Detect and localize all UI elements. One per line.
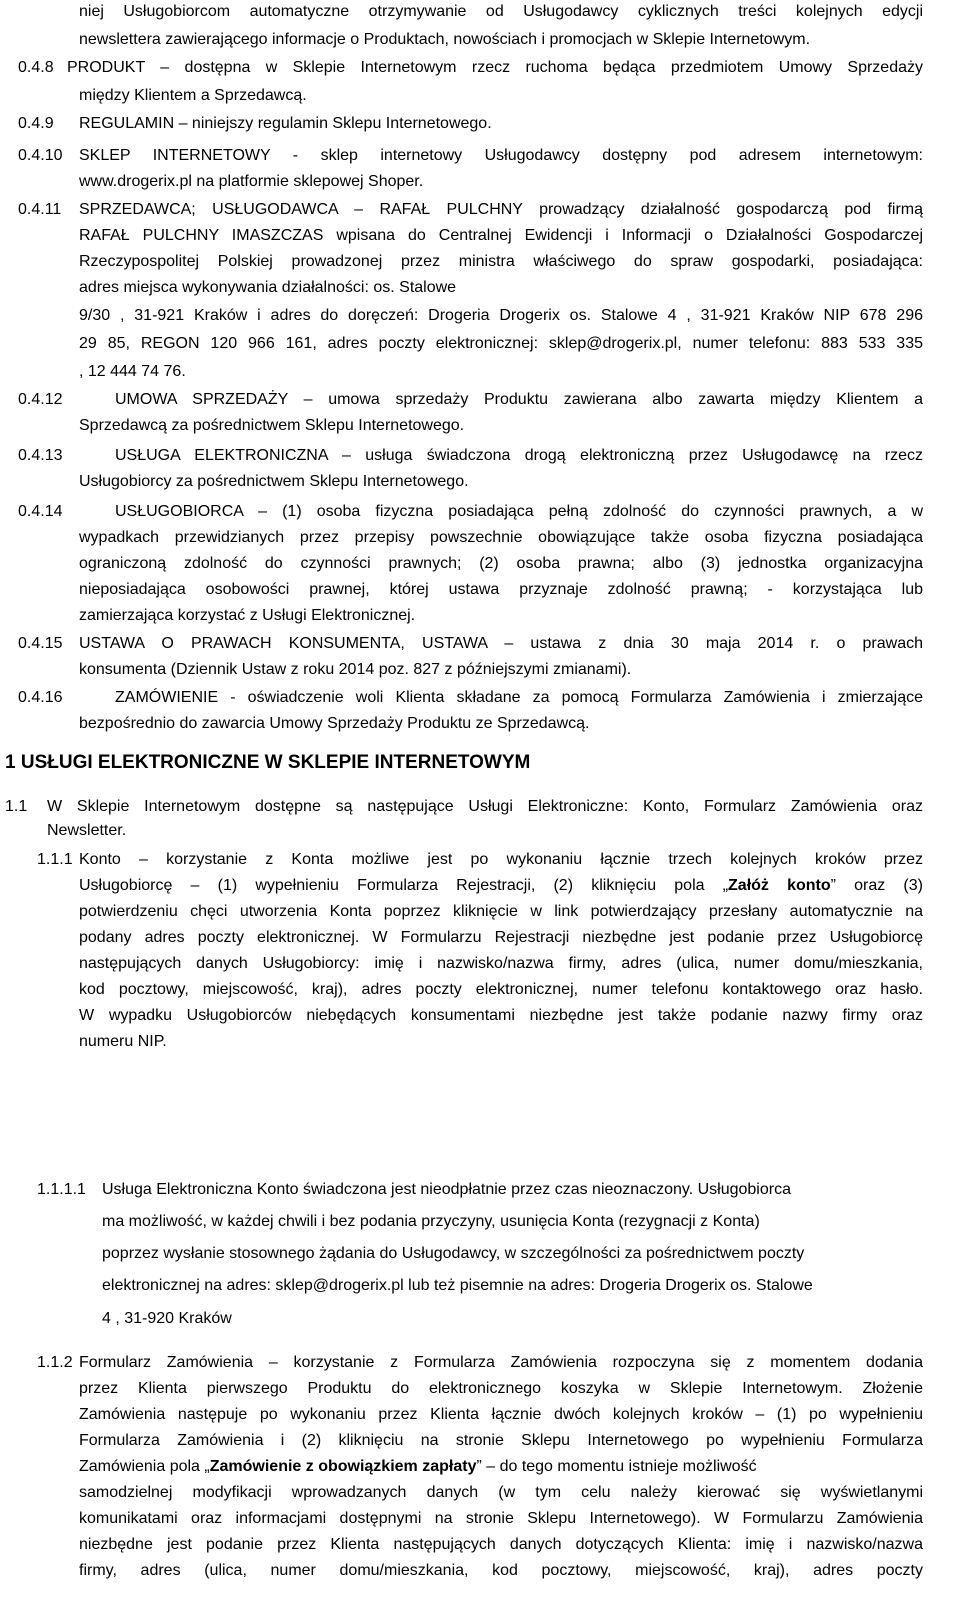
paragraph-1-1-1-1-line-1: Usługa Elektroniczna Konto świadczona jest nieodpłatnie przez czas nieoznaczony. Usługobiorca — [102, 1181, 791, 1198]
definition-sprzedawca-line-7: , 12 444 74 76. — [79, 363, 186, 380]
paragraph-1-1-2-line-7: komunikatami oraz informacjami dostępnymi na stronie Sklepu Internetowego). W Formularzu Zamówienia — [79, 1510, 923, 1527]
account-button-label: Załóż konto — [728, 877, 831, 894]
definition-sprzedawca-line-1: SPRZEDAWCA; USŁUGODAWCA – RAFAŁ PULCHNY prowadzący działalność gospodarczą pod firmą — [79, 201, 923, 218]
definition-uslugobiorca-line-2: wypadkach przewidzianych przez przepisy powszechnie obowiązujące także osoba fizyczna posiadająca — [79, 529, 923, 546]
paragraph-1-1-line-1: W Sklepie Internetowym dostępne są następujące Usługi Elektroniczne: Konto, Formularz Zamówienia oraz — [47, 798, 923, 815]
paragraph-1-1-1-line-1: Konto – korzystanie z Konta możliwe jest po wykonaniu łącznie trzech kolejnych kroków przez — [79, 851, 923, 868]
definition-sprzedawca-line-4: adres miejsca wykonywania działalności: os. Stalowe — [79, 279, 457, 296]
intro-line-2: newslettera zawierającego informacje o Produktach, nowościach i promocjach w Sklepie Internetowym. — [79, 31, 811, 48]
definition-ustawa-line-2: konsumenta (Dziennik Ustaw z roku 2014 poz. 827 z późniejszymi zmianami). — [79, 661, 632, 678]
definition-zamowienie-line-1: ZAMÓWIENIE - oświadczenie woli Klienta składane za pomocą Formularza Zamówienia i zmierzające — [115, 689, 923, 706]
order-button-label: Zamówienie z obowiązkiem zapłaty — [209, 1458, 477, 1475]
definition-ustawa-line-1: USTAWA O PRAWACH KONSUMENTA, USTAWA – ustawa z dnia 30 maja 2014 r. o prawach — [79, 635, 923, 652]
paragraph-number: 1.1.2 — [37, 1354, 73, 1371]
paragraph-1-1-1-line-7: W wypadku Usługobiorców niebędących konsumentami niezbędne jest także podanie nazwy firmy oraz — [79, 1007, 923, 1024]
paragraph-1-1-2-line-4: Formularza Zamówienia i (2) kliknięciu na stronie Sklepu Internetowego po wypełnieniu Formularza — [79, 1432, 923, 1449]
paragraph-1-1-2-line-6: samodzielnej modyfikacji wprowadzanych danych (w tym celu należy kierować się wyświetlanymi — [79, 1484, 923, 1501]
definition-umowa-line-1: UMOWA SPRZEDAŻY – umowa sprzedaży Produktu zawierana albo zawarta między Klientem a — [115, 391, 923, 408]
definition-umowa-line-2: Sprzedawcą za pośrednictwem Sklepu Internetowego. — [79, 417, 465, 434]
definition-number: 0.4.12 — [18, 391, 63, 408]
definition-sprzedawca-line-6: 29 85, REGON 120 966 161, adres poczty elektronicznej: sklep@drogerix.pl, numer telefonu: 883 533 335 — [79, 335, 923, 352]
definition-sprzedawca-line-2: RAFAŁ PULCHNY IMASZCZAS wpisana do Centralnej Ewidencji i Informacji o Działalności Gospodarczej — [79, 227, 923, 244]
paragraph-1-1-1-line-8: numeru NIP. — [79, 1033, 167, 1050]
paragraph-1-1-2-line-3: Zamówienia następuje po wykonaniu przez Klienta łącznie dwóch kolejnych kroków – (1) po wypełnieniu — [79, 1406, 923, 1423]
definition-number: 0.4.15 — [18, 635, 63, 652]
section-heading: 1 USŁUGI ELEKTRONICZNE W SKLEPIE INTERNETOWYM — [5, 752, 531, 773]
definition-number: 0.4.14 — [18, 503, 63, 520]
definition-sprzedawca-line-5: 9/30 , 31-921 Kraków i adres do doręczeń: Drogeria Drogerix os. Stalowe 4 , 31-921 Kraków NIP 678 296 — [79, 307, 923, 324]
definition-uslugobiorca-line-1: USŁUGOBIORCA – (1) osoba fizyczna posiadająca pełną zdolność do czynności prawnych, a w — [115, 503, 923, 520]
definition-regulamin: REGULAMIN – niniejszy regulamin Sklepu Internetowego. — [79, 115, 492, 132]
definition-uslugobiorca-line-3: ograniczoną zdolność do czynności prawnych; (2) osoba prawna; albo (3) jednostka organizacyjna — [79, 555, 923, 572]
paragraph-1-1-2-line-8: niezbędne jest podanie przez Klienta następujących danych dotyczących Klienta: imię i nazwisko/nazwa — [79, 1536, 923, 1553]
paragraph-1-1-1-line-4: podany adres poczty elektronicznej. W Formularzu Rejestracji niezbędne jest podanie przez Usługobiorcę — [79, 929, 923, 946]
paragraph-1-1-1-line-3: potwierdzeniu chęci utworzenia Konta poprzez kliknięcie w link potwierdzający przesłany automatycznie na — [79, 903, 923, 920]
definition-usluga-line-2: Usługobiorcy za pośrednictwem Sklepu Internetowego. — [79, 473, 469, 490]
definition-number: 0.4.8 — [18, 59, 54, 76]
definition-number: 0.4.10 — [18, 147, 63, 164]
paragraph-1-1-1-line-2: Usługobiorcę – (1) wypełnieniu Formularza Rejestracji, (2) kliknięciu pola „Załóż konto” oraz (3) — [79, 877, 923, 894]
paragraph-1-1-2-line-9: firmy, adres (ulica, numer domu/mieszkania, kod pocztowy, miejscowość, kraj), adres poczty — [79, 1562, 923, 1579]
paragraph-1-1-1-1-line-4: elektronicznej na adres: sklep@drogerix.pl lub też pisemnie na adres: Drogeria Drogerix os. Stalowe — [102, 1277, 813, 1294]
definition-usluga-line-1: USŁUGA ELEKTRONICZNA – usługa świadczona drogą elektroniczną przez Usługodawcę na rzecz — [115, 447, 923, 464]
definition-number: 0.4.11 — [18, 201, 62, 218]
definition-number: 0.4.16 — [18, 689, 63, 706]
definition-zamowienie-line-2: bezpośrednio do zawarcia Umowy Sprzedaży Produktu ze Sprzedawcą. — [79, 715, 590, 732]
intro-line-1: niej Usługobiorcom automatyczne otrzymywanie od Usługodawcy cyklicznych treści kolejnych edycji — [79, 3, 923, 20]
definition-uslugobiorca-line-5: zamierzająca korzystać z Usługi Elektronicznej. — [79, 607, 416, 624]
definition-produkt-line-1: PRODUKT – dostępna w Sklepie Internetowym rzecz ruchoma będąca przedmiotem Umowy Sprzedaży — [67, 59, 923, 76]
definition-sprzedawca-line-3: Rzeczypospolitej Polskiej prowadzonej przez ministra właściwego do spraw gospodarki, posiadająca: — [79, 253, 923, 270]
definition-sklep-line-2: www.drogerix.pl na platformie sklepowej Shoper. — [79, 173, 424, 190]
definition-uslugobiorca-line-4: nieposiadająca osobowości prawnej, której ustawa przyznaje zdolność prawną; - korzystająca lub — [79, 581, 923, 598]
definition-number: 0.4.13 — [18, 447, 63, 464]
paragraph-1-1-1-1-line-5: 4 , 31-920 Kraków — [102, 1310, 232, 1327]
paragraph-1-1-2-line-2: przez Klienta pierwszego Produktu do elektronicznego koszyka w Sklepie Internetowym. Złożenie — [79, 1380, 923, 1397]
definition-number: 0.4.9 — [18, 115, 54, 132]
paragraph-number: 1.1.1.1 — [37, 1181, 86, 1198]
paragraph-number: 1.1.1 — [37, 851, 73, 868]
paragraph-1-1-2-line-1: Formularz Zamówienia – korzystanie z Formularza Zamówienia rozpoczyna się z momentem dodania — [79, 1354, 923, 1371]
paragraph-1-1-2-line-5: Zamówienia pola „Zamówienie z obowiązkiem zapłaty” – do tego momentu istnieje możliwość — [79, 1458, 757, 1475]
paragraph-number: 1.1 — [5, 798, 28, 815]
paragraph-1-1-1-1-line-2: ma możliwość, w każdej chwili i bez podania przyczyny, usunięcia Konta (rezygnacji z Konta) — [102, 1213, 760, 1230]
definition-sklep-line-1: SKLEP INTERNETOWY - sklep internetowy Usługodawcy dostępny pod adresem internetowym: — [79, 147, 923, 164]
definition-produkt-line-2: między Klientem a Sprzedawcą. — [79, 87, 307, 104]
paragraph-1-1-line-2: Newsletter. — [47, 822, 127, 839]
paragraph-1-1-1-line-6: kod pocztowy, miejscowość, kraj), adres poczty elektronicznej, numer telefonu kontaktowego oraz hasło. — [79, 981, 923, 998]
paragraph-1-1-1-line-5: następujących danych Usługobiorcy: imię i nazwisko/nazwa firmy, adres (ulica, numer domu/mieszkania, — [79, 955, 923, 972]
paragraph-1-1-1-1-line-3: poprzez wysłanie stosownego żądania do Usługodawcy, w szczególności za pośrednictwem poczty — [102, 1245, 805, 1262]
